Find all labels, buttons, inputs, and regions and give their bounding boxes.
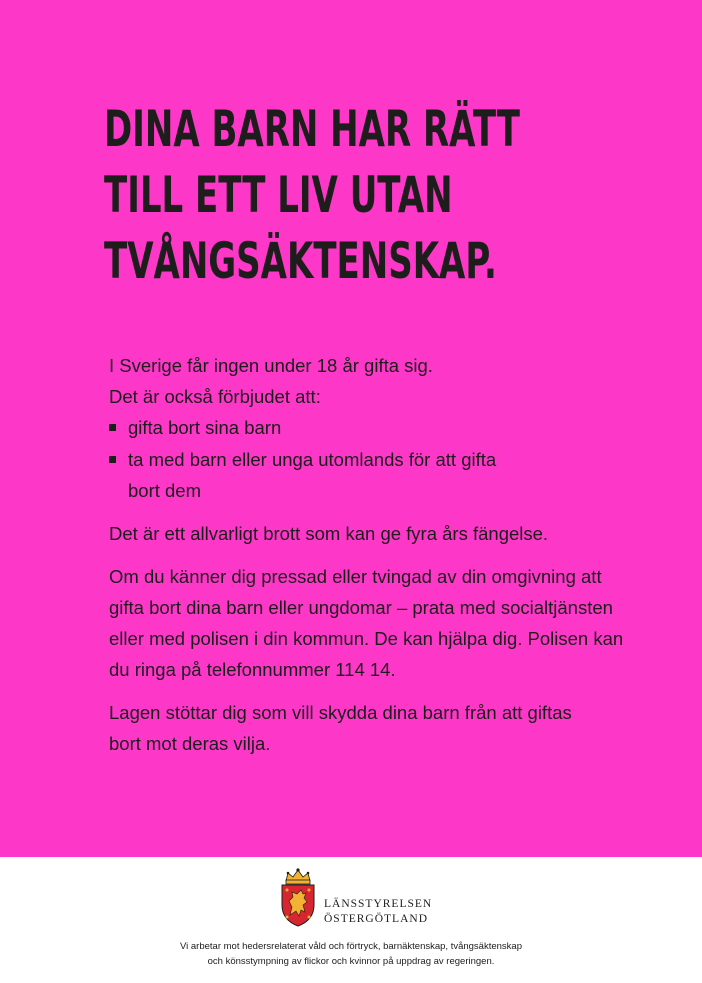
body-text xyxy=(109,350,649,759)
bullet-list xyxy=(109,412,649,506)
headline-line-3: TVÅNGSÄKTENSKAP. xyxy=(104,232,497,290)
disclaimer-line-1: Vi arbetar mot hedersrelaterat våld och förtryck, barnäktenskap, tvångsäktenskap xyxy=(179,941,522,952)
organization-name xyxy=(324,897,432,927)
footer xyxy=(0,857,702,983)
bullet-item xyxy=(109,444,528,506)
bullet-square-icon xyxy=(109,456,116,463)
penalty-paragraph: Det är ett allvarligt brott som kan ge fyra års fängelse. xyxy=(109,523,549,544)
headline-line-2: TILL ETT LIV UTAN xyxy=(104,166,453,224)
law-paragraph: Lagen stöttar dig som vill skydda dina barn från att giftas bort mot deras vilja. xyxy=(109,702,572,754)
coat-of-arms-icon xyxy=(278,867,318,927)
bullet-item xyxy=(109,412,649,443)
disclaimer-line-2: och könsstympning av flickor och kvinnor på uppdrag av regeringen. xyxy=(207,956,495,967)
lansstyrelsen-logo xyxy=(278,867,458,929)
disclaimer xyxy=(0,939,702,969)
help-paragraph: Om du känner dig pressad eller tvingad av din omgivning att gifta bort dina barn eller ungdomar – prata med socialtjänsten eller med polisen i din kommun. De kan hjälpa dig. Polisen kan du ringa på telefonnummer 114 14. xyxy=(109,566,624,680)
intro-line-2: Det är också förbjudet att: xyxy=(109,386,321,407)
headline xyxy=(104,96,520,294)
bullet-square-icon xyxy=(109,424,116,431)
bullet-text: gifta bort sina barn xyxy=(128,417,282,438)
intro-line-1: I Sverige får ingen under 18 år gifta sig. xyxy=(109,355,433,376)
headline-line-1: DINA BARN HAR RÄTT xyxy=(104,100,520,158)
bullet-text: ta med barn eller unga utomlands för att gifta bort dem xyxy=(128,449,497,501)
org-name-line-1: LÄNSSTYRELSEN xyxy=(324,898,433,910)
org-name-line-2: ÖSTERGÖTLAND xyxy=(324,913,428,925)
